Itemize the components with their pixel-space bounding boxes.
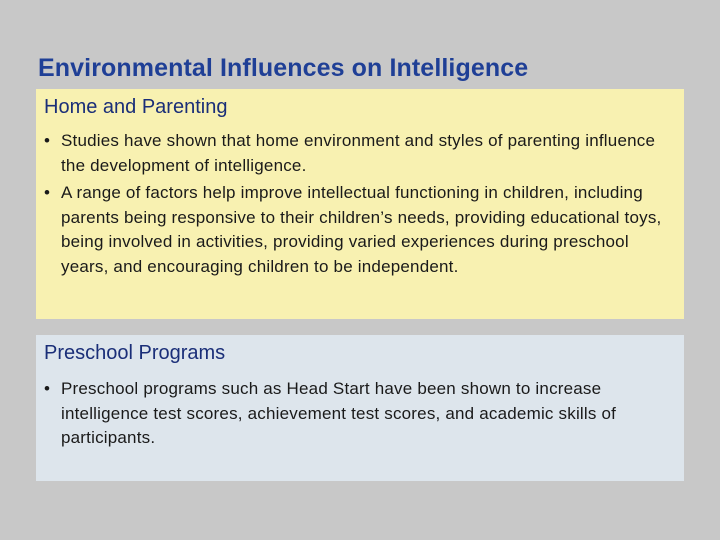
slide-title: Environmental Influences on Intelligence [38, 54, 529, 82]
preschool-programs-panel [36, 335, 684, 481]
home-and-parenting-panel [36, 89, 684, 319]
bullet-text: A range of factors help improve intellectual functioning in children, including parents being responsive to their children’s needs, providing educational toys, being involved in activities, providing varied experiences during preschool years, and encouraging children to be independent. [61, 183, 662, 276]
home-and-parenting-bullet-list [44, 129, 674, 279]
preschool-programs-heading: Preschool Programs [44, 342, 226, 364]
bullet-icon: • [44, 183, 51, 202]
bullet-text: Studies have shown that home environment and styles of parenting influence the development of intelligence. [61, 131, 656, 175]
preschool-programs-bullet-list [44, 377, 674, 451]
bullet-item [44, 181, 674, 279]
bullet-item [44, 129, 674, 178]
home-and-parenting-heading: Home and Parenting [44, 96, 228, 118]
bullet-item [44, 377, 674, 451]
bullet-text: Preschool programs such as Head Start have been shown to increase intelligence test scores, achievement test scores, and academic skills of participants. [61, 379, 617, 447]
bullet-icon: • [44, 379, 51, 398]
bullet-icon: • [44, 131, 51, 150]
